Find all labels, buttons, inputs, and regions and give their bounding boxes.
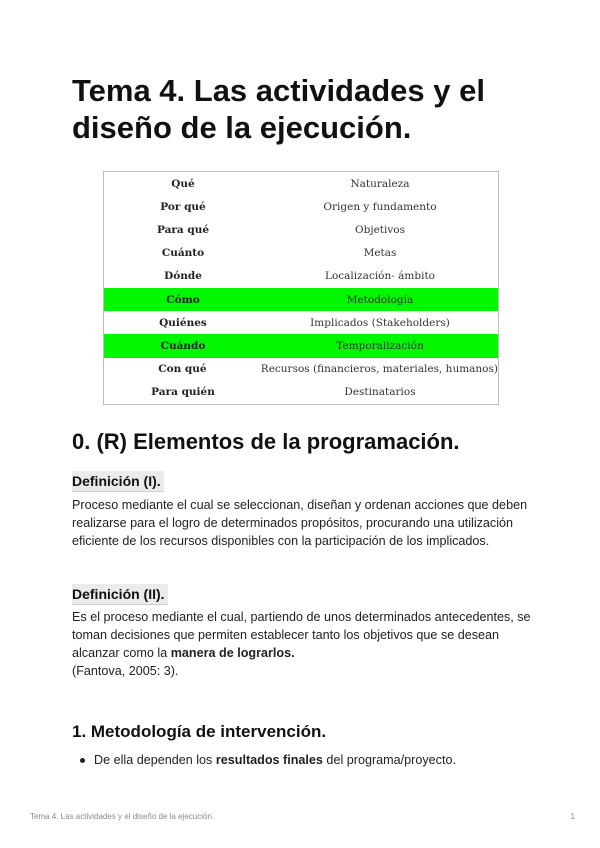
table-row bbox=[104, 172, 498, 195]
definition-2-text bbox=[72, 608, 532, 680]
table-cell-question: Cuánto bbox=[161, 247, 205, 260]
table-cell-question: Por qué bbox=[160, 200, 206, 213]
bullet-dot-icon bbox=[80, 758, 85, 763]
table-cell-answer: Metodología bbox=[346, 293, 414, 306]
table-cell-answer: Implicados (Stakeholders) bbox=[310, 316, 450, 329]
bullet-text-before: De ella dependen los bbox=[94, 753, 216, 767]
page-footer bbox=[30, 812, 575, 821]
table-cell-answer: Temporalización bbox=[336, 339, 424, 352]
table-cell-answer: Localización- ámbito bbox=[325, 270, 435, 283]
table-cell-answer: Origen y fundamento bbox=[323, 200, 437, 213]
table-row bbox=[104, 288, 498, 311]
section-heading-elements: 0. (R) Elementos de la programación. bbox=[72, 429, 460, 454]
table-cell-answer: Objetivos bbox=[354, 223, 406, 236]
page-title: Tema 4. Las actividades y el diseño de la ejecución. bbox=[72, 73, 485, 145]
table-cell-question: Cuándo bbox=[160, 339, 206, 352]
table-cell-answer: Recursos (financieros, materiales, humanos) bbox=[260, 363, 498, 376]
page-number: 1 bbox=[570, 812, 575, 821]
bullet-text-bold: resultados finales bbox=[215, 753, 323, 767]
table-row bbox=[104, 358, 498, 381]
table-cell-question: Qué bbox=[171, 177, 195, 190]
definition-2-text-main: Es el proceso mediante el cual, partiendo de unos determinados antecedentes, se toman decisiones que permiten establecer tanto los objetivos que se desean alcanzar como la bbox=[72, 610, 531, 660]
definition-1-text: Proceso mediante el cual se seleccionan, diseñan y ordenan acciones que deben realizarse para el logro de determinados propósitos, procurando una utilización eficiente de los recursos disponibles con la participación de los implicados. bbox=[72, 498, 528, 548]
table-cell-question: Dónde bbox=[164, 270, 202, 283]
section-heading-methodology: 1. Metodología de intervención. bbox=[72, 722, 327, 741]
table-cell-question: Cómo bbox=[166, 293, 200, 306]
table-row bbox=[104, 265, 498, 288]
table-cell-answer: Naturaleza bbox=[350, 177, 410, 190]
table-cell-question: Para quién bbox=[151, 386, 215, 399]
table-cell-question: Con qué bbox=[158, 363, 207, 376]
table-row bbox=[104, 242, 498, 265]
table-cell-question: Quiénes bbox=[159, 316, 207, 329]
table-cell-answer: Metas bbox=[363, 247, 397, 260]
elements-table bbox=[103, 171, 499, 405]
definition-1-label: Definición (I). bbox=[72, 471, 164, 491]
table-row bbox=[104, 218, 498, 241]
table-row bbox=[104, 334, 498, 357]
definition-2-citation: (Fantova, 2005: 3). bbox=[72, 664, 179, 678]
table-row bbox=[104, 381, 498, 404]
table-row bbox=[104, 195, 498, 218]
methodology-list bbox=[72, 751, 456, 769]
table-cell-question: Para qué bbox=[156, 223, 210, 236]
table-cell-answer: Destinatarios bbox=[344, 386, 416, 399]
definition-2-label: Definición (II). bbox=[72, 584, 168, 604]
list-item bbox=[72, 751, 456, 769]
bullet-text-after: del programa/proyecto. bbox=[322, 753, 456, 767]
table-row bbox=[104, 311, 498, 334]
definition-2-text-bold: manera de lograrlos. bbox=[170, 646, 295, 660]
footer-title: Tema 4. Las actividades y el diseño de la ejecución. bbox=[30, 812, 215, 821]
